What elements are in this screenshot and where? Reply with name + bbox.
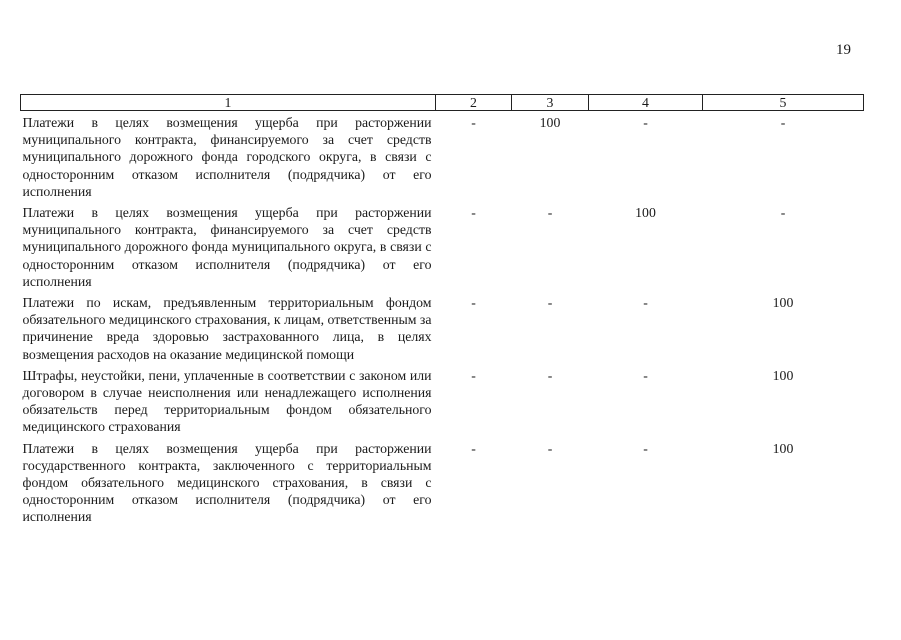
row-value-col3: - (547, 205, 553, 221)
row-value-col2: - (471, 295, 476, 311)
row-value-col4: - (643, 367, 648, 383)
column-header-4: 4 (589, 95, 703, 111)
row-value-col5: 100 (772, 295, 794, 311)
page-number: 19 (836, 42, 851, 58)
column-header-3: 3 (512, 95, 589, 111)
row-value-col5: - (780, 115, 786, 130)
row-value-col4: - (643, 295, 648, 311)
column-header-5: 5 (703, 95, 864, 111)
row-description: Платежи в целях возмещения ущерба при расторжении муниципального контракта, финансируемого за счет средств муниципального дорожного фонда муниципального округа, в связи с односторонним отказом исполнителя (подрядчика) от его исполнения (22, 205, 432, 289)
row-value-col2: - (471, 367, 476, 383)
table-row (21, 364, 864, 437)
row-description: Штрафы, неустойки, пени, уплаченные в соответствии с законом или договором в случае неисполнения или ненадлежащего исполнения обязательств перед территориальным фондом обязательного медицинского страхования (22, 367, 432, 435)
table-row (21, 201, 864, 291)
row-value-col2: - (471, 440, 476, 456)
row-value-col5: 100 (772, 367, 794, 383)
row-value-col3: 100 (539, 115, 561, 130)
row-value-col3: - (547, 440, 553, 456)
row-description: Платежи в целях возмещения ущерба при расторжении муниципального контракта, финансируемого за счет средств муниципального дорожного фонда городского округа, в связи с односторонним отказом исполнителя (подрядчика) от его исполнения (22, 115, 432, 199)
column-header-1: 1 (21, 95, 436, 111)
column-header-2: 2 (436, 95, 512, 111)
row-value-col5: 100 (772, 440, 794, 456)
table-row (21, 437, 864, 527)
row-value-col3: - (547, 295, 553, 311)
row-value-col2: - (471, 205, 476, 221)
row-value-col4: - (643, 440, 648, 456)
row-description: Платежи по искам, предъявленным территориальным фондом обязательного медицинского страхования, к лицам, ответственным за причинение вреда здоровью застрахованного лица, в целях возмещения расходов на оказание медицинской помощи (22, 295, 432, 362)
table-row (21, 291, 864, 364)
row-description: Платежи в целях возмещения ущерба при расторжении государственного контракта, заключенного с территориальным фондом обязательного медицинского страхования, в связи с односторонним отказом исполнителя (подрядчика) от его исполнения (22, 440, 432, 525)
revenue-distribution-table (20, 94, 864, 527)
row-value-col5: - (780, 205, 786, 221)
table-row (21, 111, 864, 202)
row-value-col2: - (471, 115, 476, 130)
row-value-col4: - (643, 115, 648, 130)
row-value-col4: 100 (635, 205, 656, 221)
row-value-col3: - (547, 367, 553, 383)
table-header-row (21, 95, 864, 111)
